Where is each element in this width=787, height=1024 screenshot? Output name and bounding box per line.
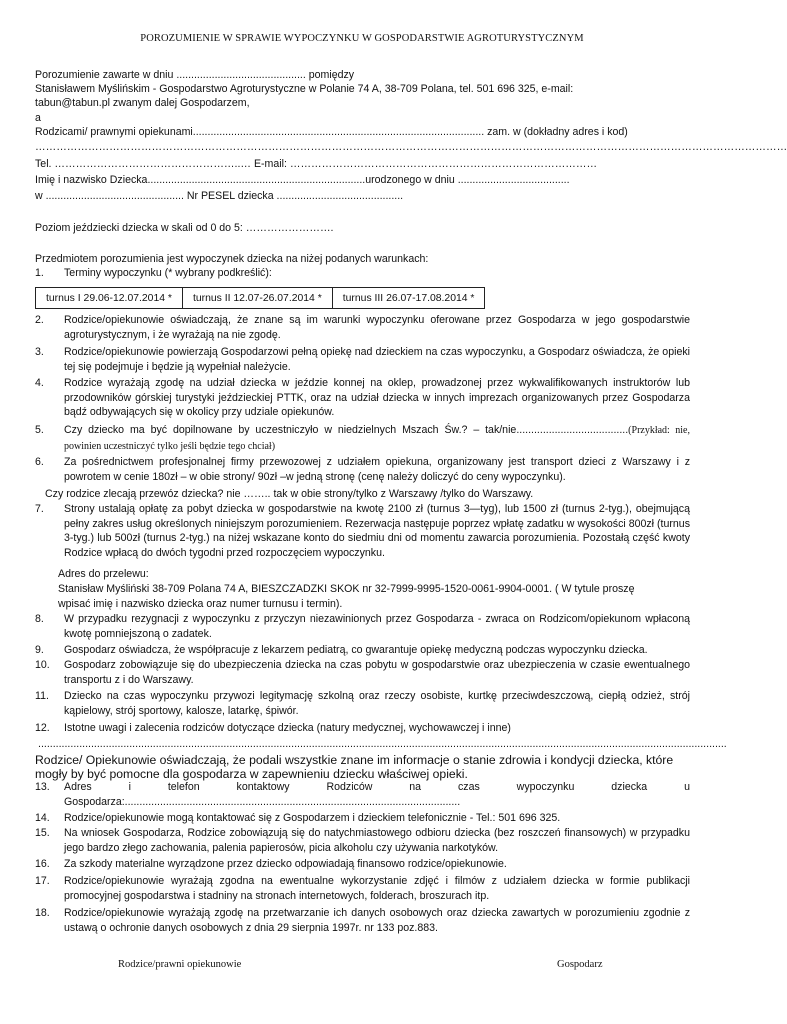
list-item	[35, 345, 690, 374]
list-item-text-wrap	[64, 423, 690, 454]
list-item-note: (Przykład: nie, powinien uczestniczyć tylko jeśli będzie tego chciał)	[64, 425, 690, 452]
list-item-text: Czy dziecko ma być dopilnowane by uczestniczyło w niedzielnych Mszach Św.? – tak/nie......................................	[64, 424, 629, 436]
transfer-note: wpisać imię i nazwisko dziecka oraz numer turnusu i termin).	[58, 598, 343, 610]
transport-question: Czy rodzice zlecają przewóz dziecka? nie …….. tak w obie strony/tylko z Warszawy /tylko do Warszawy.	[45, 488, 534, 500]
table-row	[36, 288, 485, 309]
list-item	[35, 376, 690, 420]
document-title: POROZUMIENIE W SPRAWIE WYPOCZYNKU W GOSPODARSTWIE AGROTURYSTYCZNYM	[140, 33, 584, 44]
list-item	[35, 826, 690, 855]
list-item-number: 6.	[35, 456, 44, 468]
signature-parents: Rodzice/prawni opiekunowie	[118, 959, 242, 970]
list-item-text: Dziecko na czas wypoczynku przywozi legitymację szkolną oraz rzeczy osobiste, kurtkę przeciwdeszczową, ciepłą odzież, strój kąpielowy, strój sportowy, kalosze, latarkę, śpiwór.	[64, 690, 690, 717]
remarks-dots-line: ..........................................................................................................................................................................................................................................	[38, 738, 727, 750]
list-item-text: Rodzice wyrażają zgodę na udział dziecka w jeździe konnej na oklep, prowadzonej przez wykwalifikowanych instruktorów lub przodowników górskiej turystyki jeździeckiej PTTK, oraz na udział dziecka w innych imprezach organizowanych przez Gospodarza bądź odbywających się w okolicy przy udziale opiekunów.	[64, 377, 690, 418]
list-item-number: 2.	[35, 314, 44, 326]
list-item-text: Terminy wypoczynku (* wybrany podkreślić):	[64, 267, 272, 279]
list-item-number: 12.	[35, 722, 50, 734]
list-item	[35, 423, 690, 454]
turnus-table	[35, 287, 485, 309]
list-item-text: Adres i telefon kontaktowy Rodziców na czas wypoczynku dziecka u Gospodarza:..................................................................................................................	[64, 781, 690, 808]
list-item-text: Gospodarz oświadcza, że współpracuje z lekarzem pediatrą, co gwarantuje opiekę medyczną podczas wypoczynku dziecka.	[64, 644, 648, 656]
transfer-label: Adres do przelewu:	[58, 568, 149, 580]
list-item-number: 13.	[35, 781, 50, 793]
list-item-number: 3.	[35, 346, 44, 358]
intro-line-child: Imię i nazwisko Dziecka..........................................................................urodzonego w dniu ......................................	[35, 174, 570, 186]
parents-declaration: Rodzice/ Opiekunowie oświadczają, że podali wszystkie znane im informacje o stanie zdrowia i kondycji dziecka, które mogły by być pomocne dla gospodarza w zapewnieniu dziecku właściwej opieki.	[35, 753, 674, 781]
list-item	[35, 313, 690, 342]
intro-line-host: Stanisławem Myślińskim - Gospodarstwo Agroturystyczne w Polanie 74 A, 38-709 Polana, tel. 501 696 325, e-mail:	[35, 83, 574, 95]
list-item	[35, 612, 690, 641]
turnus-cell-2: turnus II 12.07-26.07.2014 *	[182, 288, 332, 309]
list-item-text: Na wniosek Gospodarza, Rodzice zobowiązują się do natychmiastowego odbioru dziecka (bez roszczeń finansowych) w przypadku jego bardzo złego zachowania, palenia papierosów, picia alkoholu czy używania narkotyków.	[64, 827, 690, 854]
list-item	[35, 689, 690, 718]
list-item-number: 11.	[35, 690, 49, 702]
signature-host: Gospodarz	[557, 959, 603, 970]
intro-line-date: Porozumienie zawarte w dniu ............................................ pomiędzy	[35, 69, 355, 81]
list-item-text: Za pośrednictwem profesjonalnej firmy przewozowej z udziałem opiekuna, organizowany jest transport dzieci z Warszawy i z powrotem w cenie 180zł – w obie strony/ 90zł –w jedną stronę (cenę należy doliczyć do ceny wypoczynku).	[64, 456, 690, 483]
list-item-number: 8.	[35, 613, 44, 625]
list-item-text: Gospodarz zobowiązuje się do ubezpieczenia dziecka na czas pobytu w gospodarstwie oraz ubezpieczenia w czasie ewentualnego transportu z i do Warszawy.	[64, 659, 690, 686]
list-item-text: W przypadku rezygnacji z wypoczynku z przyczyn niezawinionych przez Gospodarza - zwraca on Rodzicom/opiekunom wpłaconą kwotę pomniejszoną o zadatek.	[64, 613, 690, 640]
list-item	[35, 502, 690, 560]
intro-line-a: a	[35, 112, 41, 124]
list-item-number: 15.	[35, 827, 50, 839]
list-item	[35, 874, 690, 903]
intro-line-address-dots: ……………………………………………………………………………………………………………………………………………………………………………………………	[35, 141, 787, 153]
intro-line-pesel: w ............................................... Nr PESEL dziecka ...........................................	[35, 190, 404, 202]
list-item-number: 14.	[35, 812, 50, 824]
list-item-number: 16.	[35, 858, 50, 870]
list-item-number: 9.	[35, 644, 44, 656]
list-item-text: Rodzice/opiekunowie oświadczają, że znane są im warunki wypoczynku oferowane przez Gospodarza w jego gospodarstwie agroturystycznym, i że wyrażają na nie zgodę.	[64, 314, 690, 341]
list-item	[35, 721, 690, 736]
list-item	[35, 906, 690, 935]
list-item-number: 10.	[35, 659, 50, 671]
list-item-text: Rodzice/opiekunowie mogą kontaktować się z Gospodarzem i dzieckiem telefonicznie - Tel.: 501 696 325.	[64, 812, 561, 824]
list-item-number: 7.	[35, 503, 44, 515]
list-item-number: 1.	[35, 267, 44, 279]
list-item-text: Za szkody materialne wyrządzone przez dziecko odpowiadają finansowo rodzice/opiekunowie.	[64, 858, 507, 870]
list-item-number: 18.	[35, 907, 50, 919]
list-item	[35, 266, 690, 281]
list-item-number: 4.	[35, 377, 44, 389]
list-item	[35, 811, 690, 826]
agreement-subject: Przedmiotem porozumienia jest wypoczynek dziecka na niżej podanych warunkach:	[35, 253, 429, 265]
intro-line-parents: Rodzicami/ prawnymi opiekunami................................................................................................... zam. w (dokładny adres i kod)	[35, 126, 628, 138]
list-item	[35, 658, 690, 687]
list-item-text: Rodzice/opiekunowie wyrażają zgodna na ewentualne wykorzystanie zdjęć i filmów z udziałem dziecka w formie publikacji promocyjnej gospodarstwa i stadniny na stronach internetowych, folderach, broszurach itp.	[64, 875, 690, 902]
list-item-text: Rodzice/opiekunowie powierzają Gospodarzowi pełną opiekę nad dzieckiem na czas wypoczynku, a Gospodarz oświadcza, że opieki tej się podejmuje i będzie ją wypełniał należycie.	[64, 346, 690, 373]
list-item-text: Rodzice/opiekunowie wyrażają zgodę na przetwarzanie ich danych osobowych oraz dziecka zawartych w porozumieniu zgodnie z ustawą o ochronie danych osobowych z dnia 29 sierpnia 1997r. nr 133 poz.883.	[64, 907, 690, 934]
intro-line-email: tabun@tabun.pl zwanym dalej Gospodarzem,	[35, 97, 250, 109]
list-item-text: Strony ustalają opłatę za pobyt dziecka w gospodarstwie na kwotę 2100 zł (turnus 3—tyg), lub 1500 zł (turnus 2-tyg.), obejmującą pełny zakres usług określonych niniejszym porozumieniem. Rezerwacja następuje poprzez wpłatę zadatku w wysokości 800zł (turnus 3-tyg.) lub 500zł (turnus 2-tyg.) na niżej wskazane konto do siedmiu dni od momentu zawarcia porozumienia. Pozostałą część kwoty Rodzice wpłacą do dwóch tygodni przed rozpoczęciem wypoczynku.	[64, 503, 690, 559]
list-item-text: Istotne uwagi i zalecenia rodziców dotyczące dziecka (natury medycznej, wychowawczej i inne)	[64, 722, 511, 734]
turnus-cell-1: turnus I 29.06-12.07.2014 *	[36, 288, 183, 309]
riding-level: Poziom jeździecki dziecka w skali od 0 do 5: …………………….	[35, 222, 334, 234]
transfer-account: Stanisław Myśliński 38-709 Polana 74 A, BIESZCZADZKI SKOK nr 32-7999-9995-1520-0061-9904-0001. ( W tytule proszę	[58, 583, 635, 595]
list-item-number: 17.	[35, 875, 50, 887]
turnus-cell-3: turnus III 26.07-17.08.2014 *	[332, 288, 485, 309]
list-item	[35, 780, 690, 809]
list-item	[35, 455, 690, 484]
list-item-number: 5.	[35, 424, 44, 436]
list-item	[35, 643, 690, 658]
intro-line-contact: Tel. ……………………………………………..… E-mail: ……………………………………………………………………………	[35, 158, 598, 170]
list-item	[35, 857, 690, 872]
